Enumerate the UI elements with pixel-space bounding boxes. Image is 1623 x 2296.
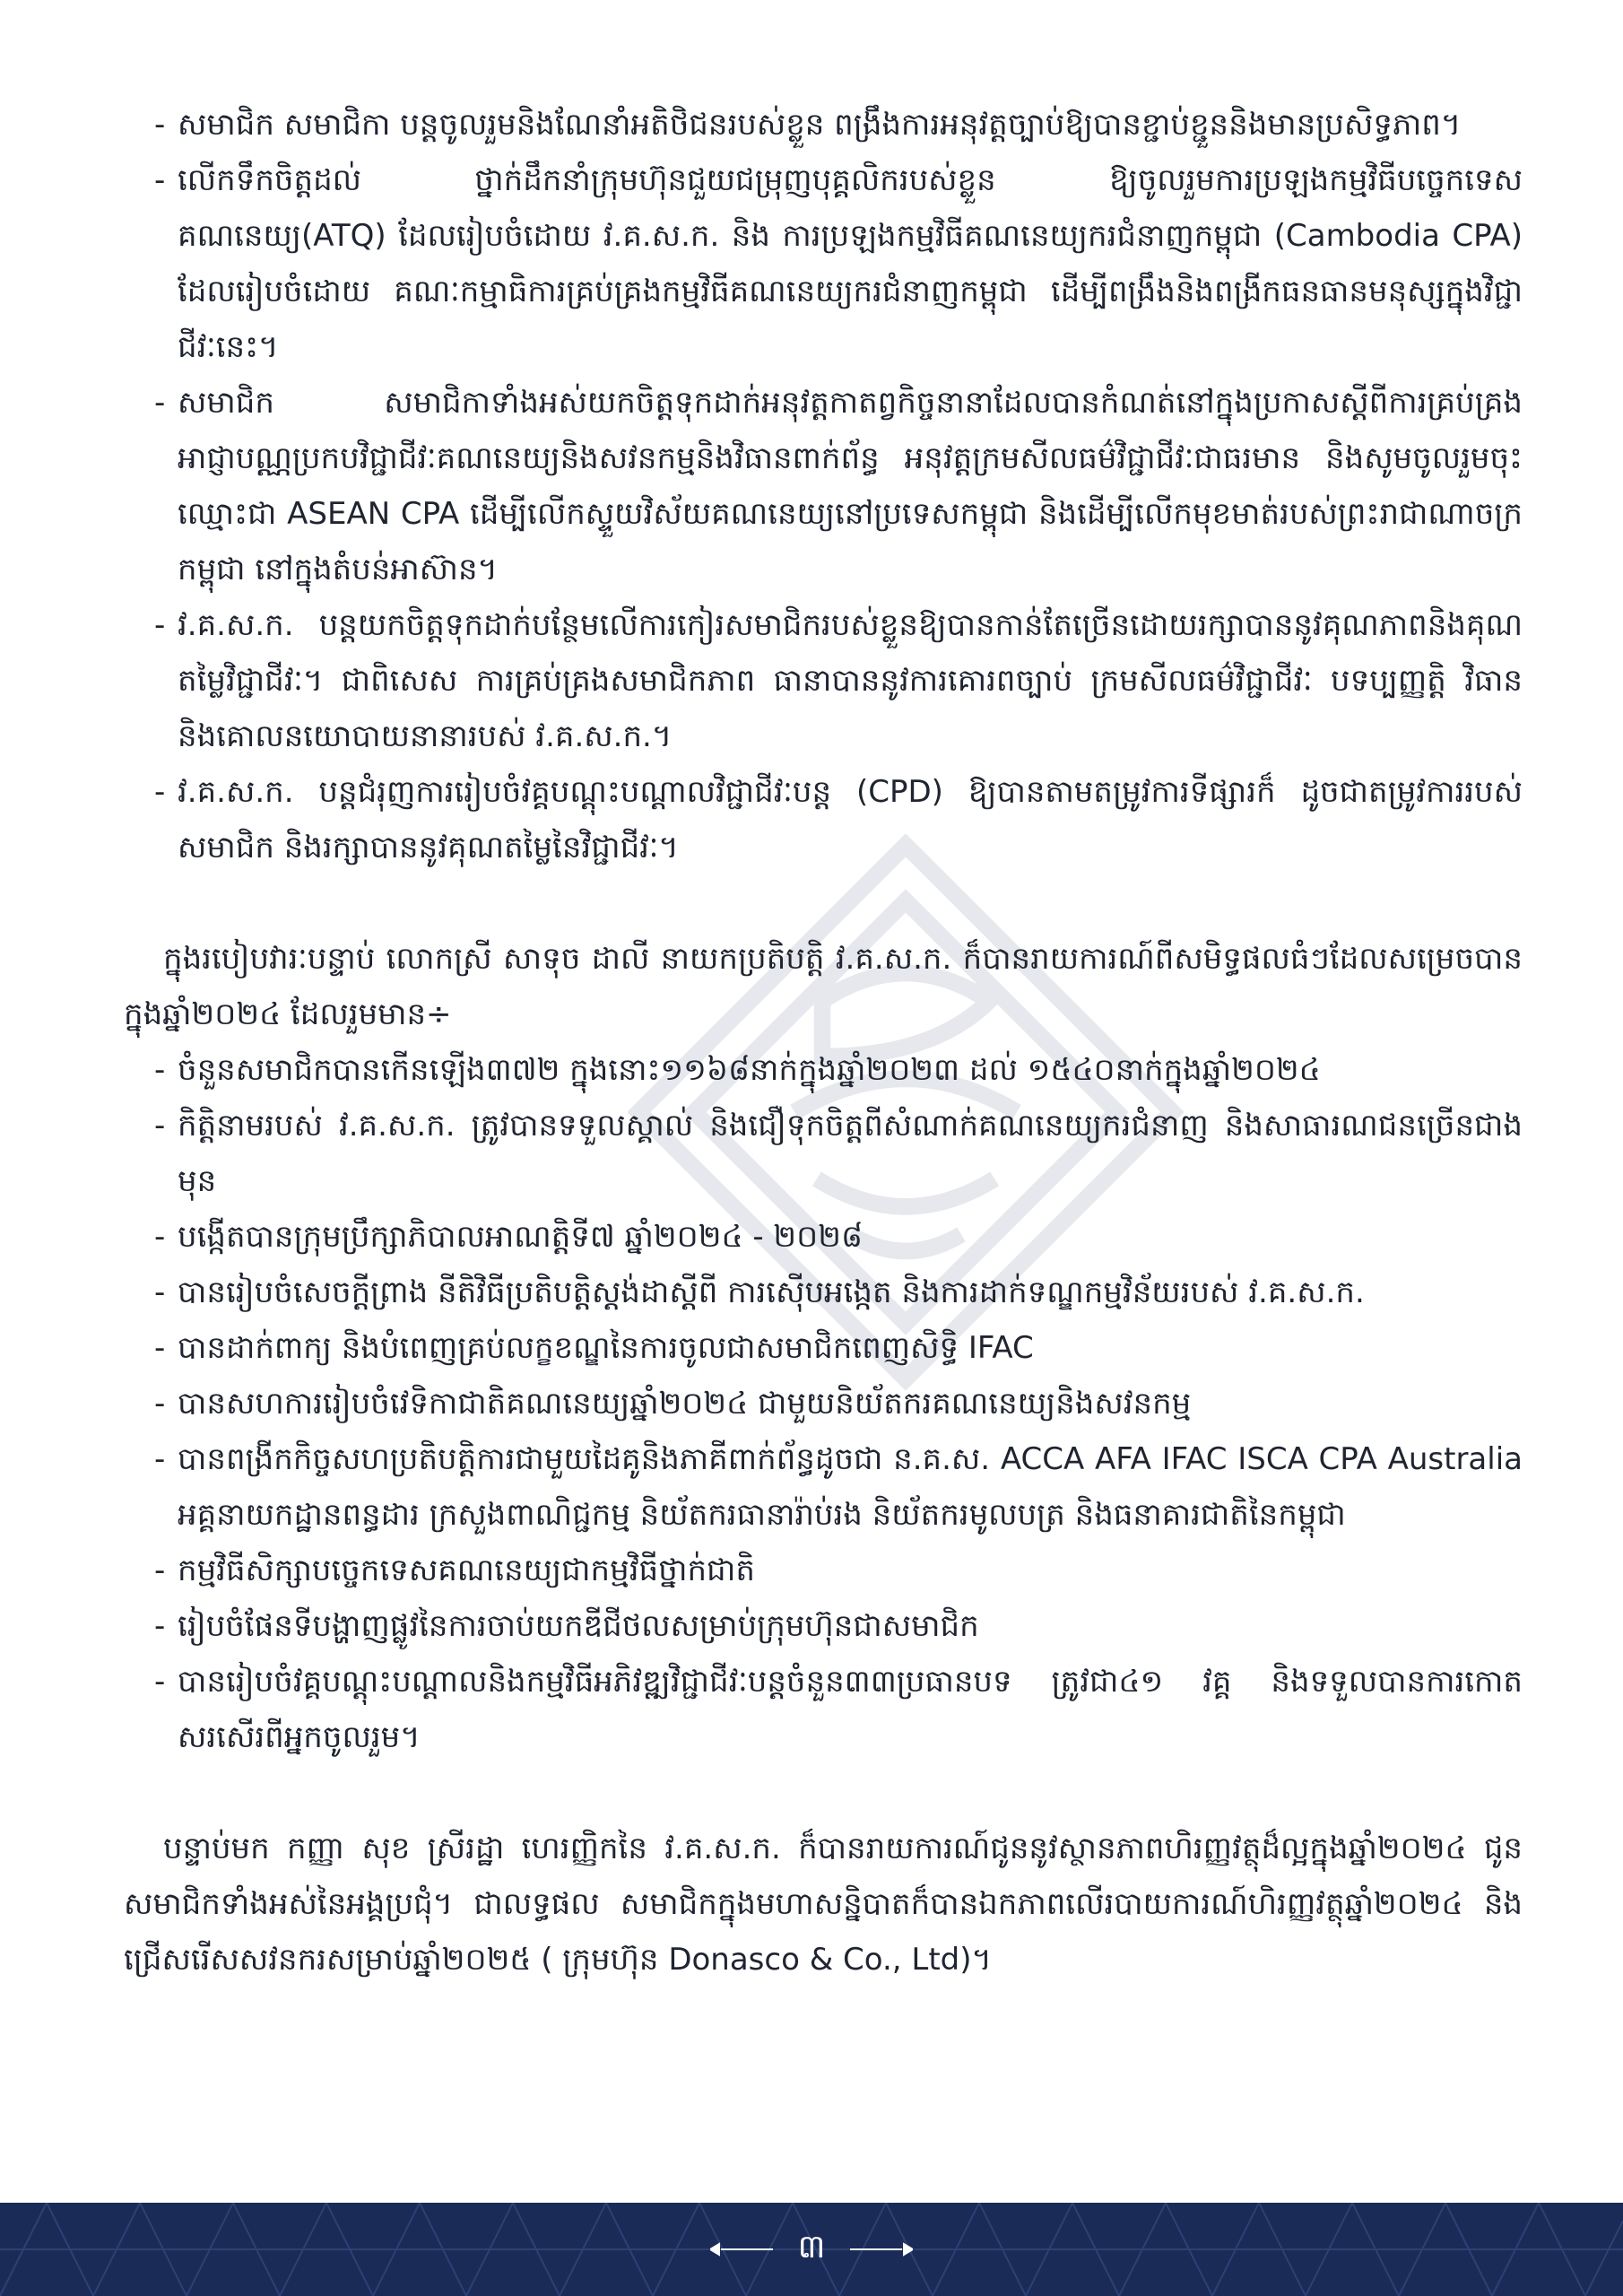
left-ornament-icon: [710, 2242, 773, 2257]
executive-director-report-paragraph: ក្នុងរបៀបវារៈបន្ទាប់ លោកស្រី សាទុច ដាលី នាយកប្រតិបត្តិ វ.គ.ស.ក. ក៏បានរាយការណ៍ពីសមិទ្ធផលធំៗដែលសម្រេចបានក្នុងឆ្នាំ២០២៤ ដែលរួមមាន÷: [124, 941, 1523, 1032]
list-item: - រៀបចំផែនទីបង្ហាញផ្លូវនៃការចាប់យកឌីជីថលសម្រាប់ក្រុមហ៊ុនជាសមាជិក: [124, 1598, 1523, 1654]
list-item: - វ.គ.ស.ក. បន្តយកចិត្តទុកដាក់បន្ថែមលើការកៀរសមាជិករបស់ខ្លួនឱ្យបានកាន់តែច្រើនដោយរក្សាបាននូវគុណភាពនិងគុណតម្លៃវិជ្ជាជីវៈ។ ជាពិសេស ការគ្រប់គ្រងសមាជិកភាព ធានាបាននូវការគោរពច្បាប់ ក្រមសីលធម៌វិជ្ជាជីវៈ បទប្បញ្ញត្តិ វិធាន និងគោលនយោបាយនានារបស់ វ.គ.ស.ក.។: [124, 597, 1523, 764]
list-item: - បានពង្រីកកិច្ចសហប្រតិបត្តិការជាមួយដៃគូនិងភាគីពាក់ព័ន្ធដូចជា ន.គ.ស. ACCA AFA IFAC ISCA CPA Australia អគ្គនាយកដ្ឋានពន្ធដារ ក្រសួងពាណិជ្ជកម្ម និយ័តករធានារ៉ាប់រង និយ័តករមូលបត្រ និងធនាគារជាតិនៃកម្ពុជា: [124, 1431, 1523, 1543]
page-footer: [0, 2203, 1623, 2296]
list-item: - បានសហការរៀបចំវេទិកាជាតិគណនេយ្យឆ្នាំ២០២៤ ជាមួយនិយ័តករគណនេយ្យនិងសវនកម្ម: [124, 1376, 1523, 1431]
list-item: - វ.គ.ស.ក. បន្តជំរុញការរៀបចំវគ្គបណ្តុះបណ្តាលវិជ្ជាជីវៈបន្ត (CPD) ឱ្យបានតាមតម្រូវការទីផ្សារក៏ ដូចជាតម្រូវការរបស់សមាជិក និងរក្សាបាននូវគុណតម្លៃនៃវិជ្ជាជីវៈ។: [124, 764, 1523, 875]
document-body: [124, 97, 1523, 1987]
list-item: - បានរៀបចំសេចក្តីព្រាង នីតិវិធីប្រតិបត្តិស្តង់ដាស្តីពី ការស៊ើបអង្កេត និងការដាក់ទណ្ឌកម្មវិន័យរបស់ វ.គ.ស.ក.: [124, 1265, 1523, 1320]
list-item: - ចំនួនសមាជិកបានកើនឡើង៣៧២ ក្នុងនោះ១១៦៨នាក់ក្នុងឆ្នាំ២០២៣ ដល់ ១៥៤០នាក់ក្នុងឆ្នាំ២០២៤: [124, 1042, 1523, 1098]
list-item: - សមាជិក សមាជិកា បន្តចូលរួមនិងណែនាំអតិថិជនរបស់ខ្លួន ពង្រឹងការអនុវត្តច្បាប់ឱ្យបានខ្ជាប់ខ្ជួននិងមានប្រសិទ្ធភាព។: [124, 97, 1523, 152]
treasurer-report-paragraph: បន្ទាប់មក កញ្ញា សុខ ស្រីរដ្ឋា ហេរញ្ញិកនៃ វ.គ.ស.ក. ក៏បានរាយការណ៍ជូននូវស្ថានភាពហិរញ្ញវត្ថុដ៏ល្អក្នុងឆ្នាំ២០២៤ ជូនសមាជិកទាំងអស់នៃអង្គប្រជុំ។ ជាលទ្ធផល សមាជិកក្នុងមហាសន្និបាតក៏បានឯកភាពលើរបាយការណ៍ហិរញ្ញវត្ថុឆ្នាំ២០២៤ និងជ្រើសរើសសវនករសម្រាប់ឆ្នាំ២០២៥ ( ក្រុមហ៊ុន Donasco & Co., Ltd)។: [124, 1831, 1523, 1978]
right-ornament-icon: [850, 2242, 913, 2257]
list-item: - សមាជិក សមាជិកាទាំងអស់យកចិត្តទុកដាក់អនុវត្តកាតព្វកិច្ចនានាដែលបានកំណត់នៅក្នុងប្រកាសស្តីពីការគ្រប់គ្រងអាជ្ញាបណ្ណប្រកបវិជ្ជាជីវៈគណនេយ្យនិងសវនកម្មនិងវិធានពាក់ព័ន្ធ អនុវត្តក្រមសីលធម៌វិជ្ជាជីវៈជាធរមាន និងសូមចូលរួមចុះ ឈ្មោះជា ASEAN CPA ដើម្បីលើកស្ទួយវិស័យគណនេយ្យនៅប្រទេសកម្ពុជា និងដើម្បីលើកមុខមាត់របស់ព្រះរាជាណាចក្រកម្ពុជា នៅក្នុងតំបន់អាស៊ាន។: [124, 375, 1523, 597]
list-item: - បានរៀបចំវគ្គបណ្តុះបណ្តាលនិងកម្មវិធីអភិវឌ្ឍវិជ្ជាជីវៈបន្តចំនួន៣៣ប្រធានបទ ត្រូវជា៤១ វគ្គ និងទទួលបានការកោតសរសើរពីអ្នកចូលរួម។: [124, 1654, 1523, 1765]
achievements-list: [124, 1042, 1523, 1765]
list-item: - បានដាក់ពាក្យ និងបំពេញគ្រប់លក្ខខណ្ឌនៃការចូលជាសមាជិកពេញសិទ្ធិ IFAC: [124, 1320, 1523, 1376]
recommendation-list: [124, 97, 1523, 875]
list-item: - កិត្តិនាមរបស់ វ.គ.ស.ក. ត្រូវបានទទួលស្គាល់ និងជឿទុកចិត្តពីសំណាក់គណនេយ្យករជំនាញ និងសាធារណជនច្រើនជាងមុន: [124, 1098, 1523, 1209]
list-item: - កម្មវិធីសិក្សាបច្ចេកទេសគណនេយ្យជាកម្មវិធីថ្នាក់ជាតិ: [124, 1543, 1523, 1598]
list-item: - លើកទឹកចិត្តដល់ ថ្នាក់ដឹកនាំក្រុមហ៊ុនជួយជម្រុញបុគ្គលិករបស់ខ្លួន ឱ្យចូលរួមការប្រឡងកម្មវិធីបច្ចេកទេសគណនេយ្យ(ATQ) ដែលរៀបចំដោយ វ.គ.ស.ក. និង ការប្រឡងកម្មវិធីគណនេយ្យករជំនាញកម្ពុជា (Cambodia CPA) ដែលរៀបចំដោយ គណៈកម្មាធិការគ្រប់គ្រងកម្មវិធីគណនេយ្យករជំនាញកម្ពុជា ដើម្បីពង្រឹងនិងពង្រីកធនធានមនុស្សក្នុងវិជ្ជាជីវៈនេះ។: [124, 152, 1523, 375]
page-number: ៣: [797, 2228, 826, 2266]
list-item: - បង្កើតបានក្រុមប្រឹក្សាភិបាលអាណត្តិទី៧ ឆ្នាំ២០២៤ - ២០២៨: [124, 1209, 1523, 1265]
